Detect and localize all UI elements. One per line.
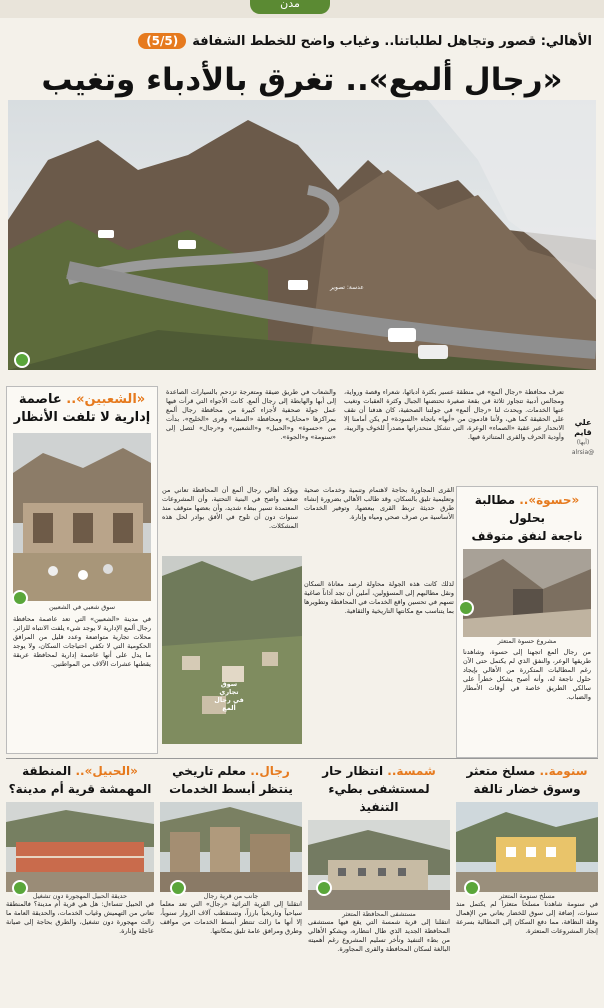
shamsa-caption: مستشفى المحافظة المتعثر xyxy=(342,910,416,918)
middle-column-b: ويؤكد أهالي رجال ألمع أن المحافظة تعاني من ضعف واضح في البنية التحتية، وأن المشروعات المعتمدة تسير ببطء شديد، وأن بعضها متوقف منذ سنوات دون أن تلوح في الأفق بوادر لحل هذه المشكلات. xyxy=(162,486,298,530)
author-city: (أبها) xyxy=(576,439,590,446)
sanuma-title-prefix: سنومة.. xyxy=(539,764,588,778)
newspaper-logo-icon xyxy=(170,880,186,896)
hasawa-caption: مشروع حسوة المتعثر xyxy=(497,637,557,645)
photo-credit: عدسة: تصوير xyxy=(330,284,364,291)
middle-caption: سوق تجاري في رجال ألمع xyxy=(214,680,244,712)
sanuma-subtitle: وسوق خضار تالفة xyxy=(473,782,581,796)
intro-column-2: والشعاب في طريق ضيقة ومتعرجة تزدحم بالسيارات الصاعدة إلى أبها والهابطة إلى رجال ألمع. كانت الأجواء التي قرأت فيها عمل جولة صحفية لأجزاء كبيرة من محافظة رجال ألمع بمراكزها «محايل» ومحافظة «السقا» وقرى «الخليج»، بدأت من «حسوة» و«الحبيل» و«الشعبين» و«رجال» لتصل إلى «سنومة» و«الجوة». xyxy=(166,388,336,441)
shaabain-title-main: عاصمة xyxy=(18,392,62,407)
rijal-title-prefix: رجال.. xyxy=(250,764,290,778)
author-handle: @alrsia xyxy=(571,449,595,456)
shamsa-body: انتقلنا إلى قرية شمسة التي يقع فيها مستشفى المحافظة الجديد الذي طال انتظاره، ويشكو الأهالي من بطء التنفيذ وتأخر تسليم المشروع رغم أهميته البالغة لسكان المحافظة والقرى المجاورة. xyxy=(308,918,450,953)
subheadline-text: الأهالي: قصور وتجاهل لطلباتنا.. وغياب واضح للخطط الشفافة xyxy=(192,33,592,49)
habil-subtitle: المهمشة قرية أم مدينة؟ xyxy=(8,782,152,796)
shaabain-section xyxy=(6,386,158,754)
rijal-body: انتقلنا إلى القرية التراثية «رجال» التي تعد معلماً سياحياً وتاريخياً بارزاً، وتستقطب آلاف الزوار سنوياً، إلا أنها ما زالت تنتظر أبسط الخدمات من مواقف وطرق ومرافق عامة تليق بمكانتها. xyxy=(160,900,302,935)
shaabain-caption: سوق شعبي في الشعبين xyxy=(48,603,116,611)
newspaper-logo-icon xyxy=(12,880,28,896)
shaabain-body: في مدينة «الشعبين» التي تعد عاصمة محافظة رجال ألمع الإدارية لا يوجد شيء يلفت الانتباه للزائر. محلات تجارية متواضعة وعدد قليل من المرافق الحكومية التي لا تكفي احتياجات السكان، ولا يوجد ما يدل على أنها عاصمة إدارية لمحافظة عريقة يقطنها عشرات الآلاف من المواطنين. xyxy=(13,615,151,668)
middle-column-c: لذلك كانت هذه الجولة محاولة لرصد معاناة السكان ونقل مطالبهم إلى المسؤولين، آملين أن تجد آذاناً صاغية تسهم في تحسين واقع الخدمات في المحافظة وتطويرها بما يتناسب مع مكانتها التاريخية والثقافية. xyxy=(304,580,454,615)
shaabain-subtitle: إدارية لا تلفت الأنظار xyxy=(13,410,151,425)
habil-title-main: المنطقة xyxy=(22,764,72,778)
habil-caption: حديقة الحبيل المهجورة دون تشغيل xyxy=(32,892,128,900)
shaabain-title-prefix: «الشعبين».. xyxy=(66,392,146,407)
habil-title-prefix: «الحبيل».. xyxy=(75,764,138,778)
hero-photo xyxy=(8,100,596,370)
rijal-photo xyxy=(160,802,302,892)
middle-column-a: القرى المجاورة بحاجة لاهتمام وتنمية وخدمات صحية وتعليمية تليق بالسكان، وقد طالب الأهالي بضرورة إنشاء طرق حديثة تربط القرى ببعضها، وتوفير الخدمات الأساسية من صرف صحي ومياه وإنارة. xyxy=(304,486,454,521)
habil-photo xyxy=(6,802,154,892)
rijal-title-main: معلم تاريخي xyxy=(172,764,247,778)
sanuma-photo xyxy=(456,802,598,892)
sanuma-section xyxy=(456,762,598,996)
shamsa-title-prefix: شمسة.. xyxy=(387,764,436,778)
hasawa-title-prefix: «حسوة».. xyxy=(519,493,580,507)
middle-photo xyxy=(162,556,302,744)
newspaper-logo-icon xyxy=(464,880,480,896)
shamsa-section xyxy=(308,762,450,996)
section-badge: مدن xyxy=(250,0,330,14)
author-byline xyxy=(568,418,598,458)
newspaper-logo-icon xyxy=(458,600,474,616)
hasawa-subtitle: ناجعة لنفق متوقف xyxy=(471,529,583,543)
rijal-section xyxy=(160,762,302,996)
shamsa-photo xyxy=(308,820,450,910)
habil-body: في الحبيل تتساءل: هل هي قرية أم مدينة؟ فالمنطقة تعاني من التهميش وغياب الخدمات، والحديقة العامة ما زالت مهجورة دون تشغيل، والطرق بحاجة إلى صيانة عاجلة وإنارة. xyxy=(6,900,154,935)
rijal-caption: جانب من قرية رجال xyxy=(203,892,259,900)
hasawa-body: من رجال ألمع اتجهنا إلى حسوة، وشاهدنا طريقها الوعر، والنفق الذي لم يكتمل حتى الآن رغم المطالبات المتكررة من الأهالي بإيجاد حلول ناجعة له، وأنه أصبح يشكل خطراً على سالكي الطريق خاصة في أوقات الأمطار والضباب. xyxy=(463,648,591,701)
hasawa-photo xyxy=(463,549,591,637)
sanuma-caption: مسلخ سنومة المتعثر xyxy=(499,892,555,900)
series-badge: (5/5) xyxy=(138,33,186,49)
shamsa-subtitle: لمستشفى بطيء التنفيذ xyxy=(328,782,430,814)
subheadline xyxy=(12,28,592,54)
intro-column-1: تعرف محافظة «رجال ألمع» في منطقة عسير بكثرة أدبائها، شعراء وقصة ورواية، ومجالس أدبية تتجاوز ثلاثة في بقعة صغيرة تحتضنها الجبال وكثرة العقبات وتغيب عنها الخدمات. ويحدث لنا «رجال ألمع» في جولتنا الصحفية، كان هدفنا أن نقف على الحقيقة كما هي، ولأننا قادمون من «أبها» باتجاه «السودة» لم يكن أمامنا إلا الانحدار عبر عقبة «الصماء» الوعرة، التي تشكل منحدراتها مصدراً للخوف والريبة، وأودية الحرف والقرى المتناثرة فيها. xyxy=(344,388,564,441)
hasawa-title-main: مطالبة بحلول xyxy=(474,493,545,525)
divider xyxy=(6,758,598,759)
hasawa-section xyxy=(456,486,598,758)
rijal-subtitle: ينتظر أبسط الخدمات xyxy=(169,782,293,796)
newspaper-logo-icon xyxy=(316,880,332,896)
newspaper-logo-icon xyxy=(12,590,28,606)
sanuma-body: في سنومة شاهدنا مسلخاً متعثراً لم يكتمل منذ سنوات، إضافة إلى سوق للخضار يعاني من الإهمال وقلة النظافة، مما دفع السكان إلى المطالبة بسرعة إنجاز المشروعات المتعثرة. xyxy=(456,900,598,935)
sanuma-title-main: مسلخ متعثر xyxy=(466,764,536,778)
newspaper-logo-icon xyxy=(14,352,30,368)
shaabain-photo xyxy=(13,433,151,601)
habil-section xyxy=(6,762,154,996)
main-headline: «رجال ألمع».. تغرق بالأدباء وتغيب xyxy=(41,62,563,98)
author-name: علي قايم xyxy=(574,418,592,437)
shamsa-title-main: انتظار حار xyxy=(322,764,384,778)
